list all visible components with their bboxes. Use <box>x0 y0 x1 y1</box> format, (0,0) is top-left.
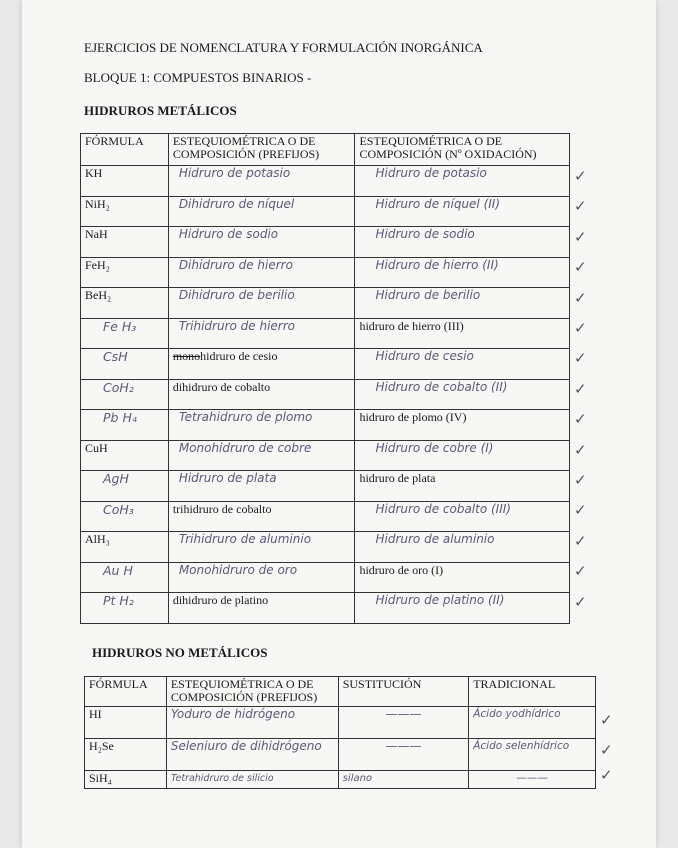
checkmark-icon: ✓ <box>574 531 587 550</box>
formula-cell: FeH₂ <box>81 257 169 288</box>
prefix-name-cell: Tetrahidruro de silicio <box>166 771 338 789</box>
formula-cell: NaH <box>81 227 169 258</box>
prefix-name-cell: Tetrahidruro de plomo <box>168 410 355 441</box>
checkmark-icon: ✓ <box>574 562 587 581</box>
prefix-name-cell: Hidruro de potasio <box>168 166 355 197</box>
formula-cell: Au H <box>81 562 169 593</box>
oxidation-name-cell: hidruro de oro (I) <box>355 562 570 593</box>
oxidation-name-cell: Hidruro de cobalto (II) <box>355 379 570 410</box>
checkmark-icon: ✓ <box>600 711 613 729</box>
nonmetal-hydrides-table <box>84 676 596 789</box>
table-row <box>81 501 570 532</box>
checkmark-icon: ✓ <box>574 592 587 611</box>
document-title: EJERCICIOS DE NOMENCLATURA Y FORMULACIÓN INORGÁNICA <box>84 40 483 55</box>
oxidation-name-cell: Hidruro de platino (II) <box>355 593 570 624</box>
prefix-name-cell: trihidruro de cobalto <box>168 501 355 532</box>
formula-cell: NiH₂ <box>81 196 169 227</box>
oxidation-name-cell: Hidruro de berilio <box>355 288 570 319</box>
oxidation-name-cell: Hidruro de sodio <box>355 227 570 258</box>
formula-cell: CoH₂ <box>81 379 169 410</box>
checkmark-icon: ✓ <box>574 197 587 216</box>
table-header-row <box>81 134 570 166</box>
table-row <box>81 257 570 288</box>
header-formula: FÓRMULA <box>81 134 169 166</box>
formula-cell: Fe H₃ <box>81 318 169 349</box>
prefix-name-cell: Hidruro de sodio <box>168 227 355 258</box>
header-substitution: SUSTITUCIÓN <box>338 677 469 707</box>
metal-hydrides-table <box>80 133 570 624</box>
prefix-name-cell: Dihidruro de hierro <box>168 257 355 288</box>
formula-cell: AlH₃ <box>81 532 169 563</box>
checkmark-icon: ✓ <box>574 227 587 246</box>
table-row <box>81 318 570 349</box>
table-row <box>81 227 570 258</box>
header-prefix: ESTEQUIOMÉTRICA O DE COMPOSICIÓN (PREFIJOS) <box>166 677 338 707</box>
substitution-cell: silano <box>338 771 469 789</box>
table-row <box>81 196 570 227</box>
table-row <box>85 771 596 789</box>
prefix-name-cell: Yoduro de hidrógeno <box>166 707 338 739</box>
prefix-name-cell: Dihidruro de níquel <box>168 196 355 227</box>
checkmark-icon: ✓ <box>600 766 613 784</box>
formula-cell: Pt H₂ <box>81 593 169 624</box>
oxidation-name-cell: hidruro de plomo (IV) <box>355 410 570 441</box>
formula-cell: AgH <box>81 471 169 502</box>
prefix-name-cell: Monohidruro de oro <box>168 562 355 593</box>
checkmark-icon: ✓ <box>574 440 587 459</box>
prefix-name: hidruro de cesio <box>200 349 278 363</box>
prefix-name-cell: dihidruro de cobalto <box>168 379 355 410</box>
table-row <box>81 562 570 593</box>
header-traditional: TRADICIONAL <box>469 677 596 707</box>
table-row <box>81 593 570 624</box>
checkmark-icon: ✓ <box>574 288 587 307</box>
table-row <box>81 288 570 319</box>
checkmark-icon: ✓ <box>574 471 587 489</box>
oxidation-name-cell: Hidruro de níquel (II) <box>355 196 570 227</box>
prefix-name-cell <box>168 349 355 380</box>
header-formula: FÓRMULA <box>85 677 167 707</box>
traditional-cell: ——— <box>469 771 596 789</box>
table-row <box>81 166 570 197</box>
oxidation-name-cell: hidruro de hierro (III) <box>355 318 570 349</box>
checkmark-icon: ✓ <box>574 167 587 185</box>
checkmark-icon: ✓ <box>574 501 587 520</box>
formula-cell: H₂Se <box>85 739 167 771</box>
formula-cell: KH <box>81 166 169 197</box>
formula-cell: CuH <box>81 440 169 471</box>
traditional-cell: Ácido yodhídrico <box>469 707 596 739</box>
checkmark-icon: ✓ <box>574 319 587 337</box>
checkmark-icon: ✓ <box>600 741 613 759</box>
table-row <box>81 349 570 380</box>
substitution-cell: ——— <box>338 707 469 739</box>
traditional-cell: Ácido selenhídrico <box>469 739 596 771</box>
formula-cell: CsH <box>81 349 169 380</box>
oxidation-name-cell: Hidruro de hierro (II) <box>355 257 570 288</box>
formula-cell: BeH₂ <box>81 288 169 319</box>
prefix-name-cell: Monohidruro de cobre <box>168 440 355 471</box>
formula-cell: SiH₄ <box>85 771 167 789</box>
oxidation-name-cell: Hidruro de cobalto (III) <box>355 501 570 532</box>
formula-cell: CoH₃ <box>81 501 169 532</box>
prefix-name-cell: dihidruro de platino <box>168 593 355 624</box>
oxidation-name-cell: Hidruro de cobre (I) <box>355 440 570 471</box>
block-title: BLOQUE 1: COMPUESTOS BINARIOS - <box>84 70 312 85</box>
substitution-cell: ——— <box>338 739 469 771</box>
struck-prefix: mono <box>172 349 201 363</box>
prefix-name-cell: Dihidruro de berilio <box>168 288 355 319</box>
table-row <box>81 532 570 563</box>
oxidation-name-cell: hidruro de plata <box>355 471 570 502</box>
oxidation-name-cell: Hidruro de potasio <box>355 166 570 197</box>
table-row <box>85 739 596 771</box>
table-row <box>81 410 570 441</box>
table-header-row <box>85 677 596 707</box>
formula-cell: HI <box>85 707 167 739</box>
header-oxidation: ESTEQUIOMÉTRICA O DE COMPOSICIÓN (Nº OXIDACIÓN) <box>355 134 570 166</box>
checkmark-icon: ✓ <box>574 349 587 368</box>
table-row <box>81 379 570 410</box>
table-row <box>81 440 570 471</box>
oxidation-name-cell: Hidruro de cesio <box>355 349 570 380</box>
prefix-name-cell: Trihidruro de hierro <box>168 318 355 349</box>
prefix-name-cell: Seleniuro de dihidrógeno <box>166 739 338 771</box>
header-prefix: ESTEQUIOMÉTRICA O DE COMPOSICIÓN (PREFIJOS) <box>168 134 355 166</box>
section-nonmetal-hydrides: HIDRUROS NO METÁLICOS <box>92 645 268 660</box>
checkmark-icon: ✓ <box>574 410 587 429</box>
prefix-name-cell: Trihidruro de aluminio <box>168 532 355 563</box>
checkmark-icon: ✓ <box>574 379 587 398</box>
table-row <box>81 471 570 502</box>
oxidation-name-cell: Hidruro de aluminio <box>355 532 570 563</box>
checkmark-icon: ✓ <box>574 258 587 277</box>
prefix-name-cell: Hidruro de plata <box>168 471 355 502</box>
formula-cell: Pb H₄ <box>81 410 169 441</box>
table-row <box>85 707 596 739</box>
section-metal-hydrides: HIDRUROS METÁLICOS <box>84 103 237 118</box>
